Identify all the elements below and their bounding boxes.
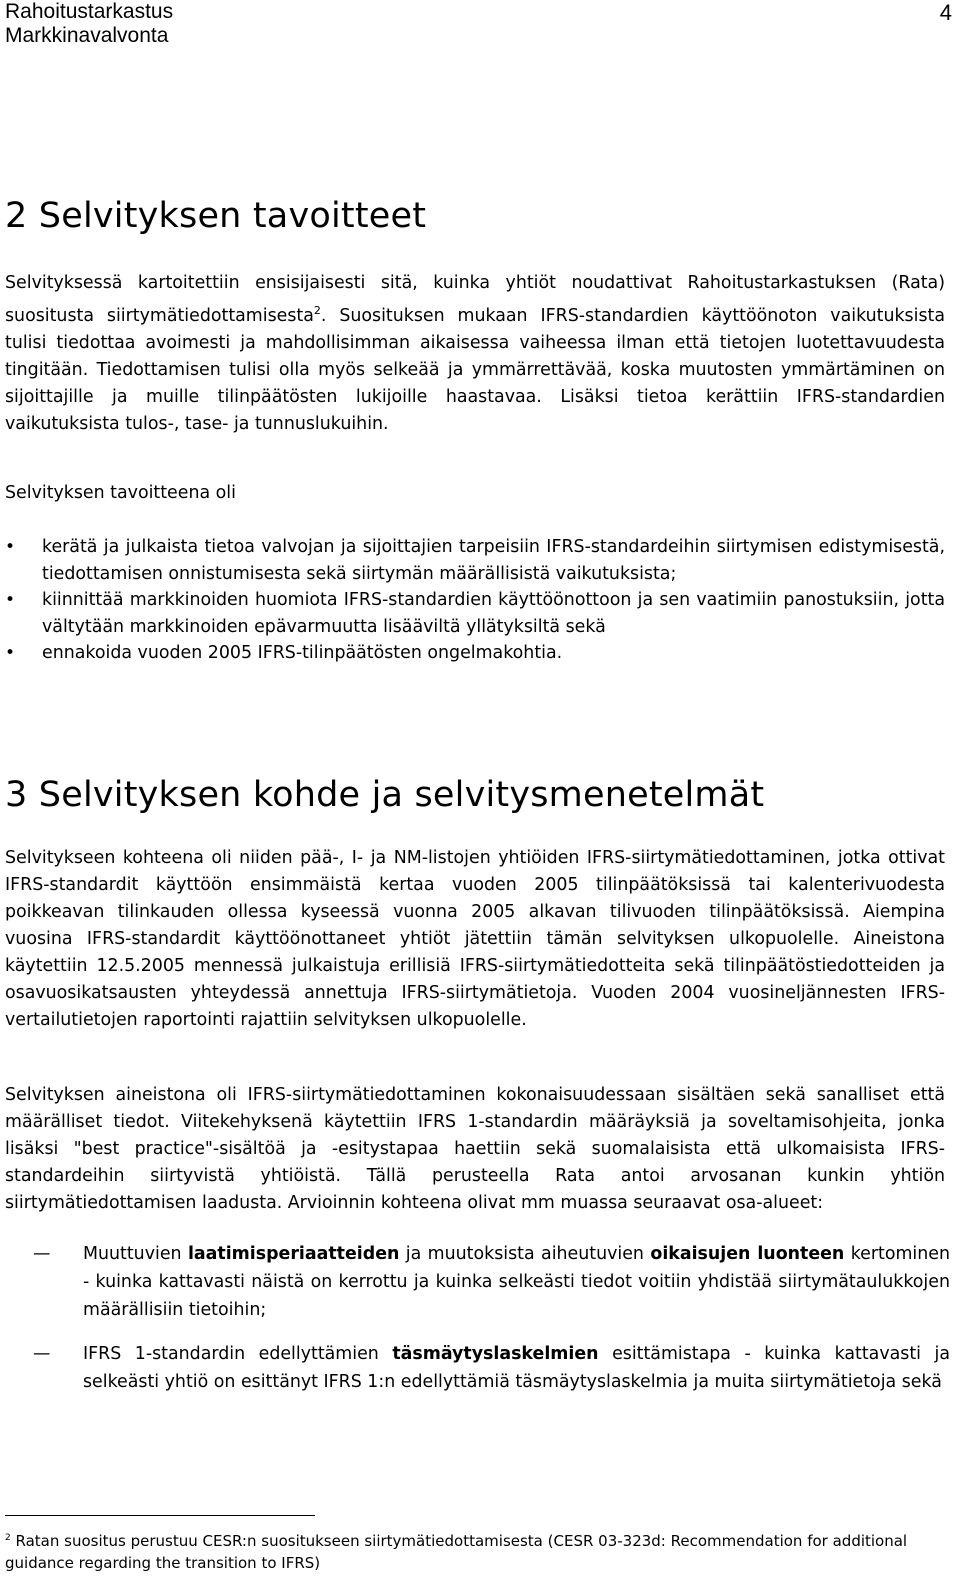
- footnote-reference: 2: [313, 304, 321, 317]
- assessment-areas-list: [5, 1240, 950, 1396]
- header-organization: Rahoitustarkastus: [5, 0, 174, 23]
- section-3-paragraph-1: Selvitykseen kohteena oli niiden pää-, I- ja NM-listojen yhtiöiden IFRS-siirtymätiedottaminen, jotka ottivat IFRS-standardit käyttöön ensimmäistä kertaa vuoden 2005 tilinpäätöksissä tai kalenterivuodesta poikkeavan tilinkauden ollessa kyseessä vuonna 2005 alkavan tilivuoden tilinpäätöksissä. Aiempina vuosina IFRS-standardit käyttöönottaneet yhtiöt jätettiin tämän selvityksen ulkopuolelle. Aineistona käytettiin 12.5.2005 mennessä julkaistuja erillisiä IFRS-siirtymätiedotteita sekä tilinpäätöstiedotteiden ja osavuosikatsausten yhteydessä annettuja IFRS-siirtymätietoja. Vuoden 2004 vuosineljännesten IFRS-vertailutietojen raportointi rajattiin selvityksen ulkopuolelle.: [5, 848, 945, 1030]
- dash-icon: —: [33, 1344, 51, 1364]
- list-item: • kerätä ja julkaista tietoa valvojan ja sijoittajien tarpeisiin IFRS-standardeihin siirtymisen edistymisestä, tiedottamisen onnistumisesta sekä siirtymän määrällisistä vaikutuksista;: [5, 534, 945, 587]
- page-number: 4: [939, 0, 952, 25]
- dash-icon: —: [33, 1244, 51, 1264]
- footnote: $^2$ Ratan suositus perustuu CESR:n suositukseen siirtymätiedottamisesta (CESR 03-323d: Recommendation for additional guidance regarding the transition to IFRS): [5, 1532, 908, 1572]
- section-2-heading: 2 Selvityksen tavoitteet: [5, 196, 427, 236]
- footnote-marker: 2: [5, 1533, 11, 1543]
- footnote-separator: [5, 1515, 315, 1516]
- section-3-paragraph-2: Selvityksen aineistona oli IFRS-siirtymätiedottaminen kokonaisuudessaan sisältäen sekä sanalliset että määrälliset tiedot. Viitekehyksenä käytettiin IFRS 1-standardin määräyksiä ja soveltamisohjeita, jonka lisäksi "best practice"-sisältöä ja -esitystapaa haettiin sekä suomalaisista että ulkomaisista IFRS-standardeihin siirtyvistä yhtiöistä. Tällä perusteella Rata antoi arvosanan kunkin yhtiön siirtymätiedottamisen laadusta. Arvioinnin kohteena olivat mm muassa seuraavat osa-alueet:: [5, 1085, 945, 1213]
- list-item: — Muuttuvien laatimisperiaatteiden ja muutoksista aiheutuvien oikaisujen luonteen kertominen - kuinka kattavasti näistä on kerrottu ja kuinka selkeästi tiedot voitiin yhdistää siirtymätaulukkojen määrällisiin tietoihin;: [5, 1240, 950, 1324]
- section-3-heading: 3 Selvityksen kohde ja selvitysmenetelmät: [5, 775, 765, 815]
- section-2-paragraph-2: Selvityksen tavoitteena oli: [5, 483, 236, 503]
- bullet-icon: •: [5, 537, 16, 557]
- list-item: • kiinnittää markkinoiden huomiota IFRS-standardien käyttöönottoon ja sen vaatimiin panostuksiin, jotta vältytään markkinoiden epävarmuutta lisääviltä yllätyksiltä sekä: [5, 587, 945, 640]
- running-header: [5, 0, 173, 48]
- list-item: — IFRS 1-standardin edellyttämien täsmäytyslaskelmien esittämistapa - kuinka kattavasti ja selkeästi yhtiö on esittänyt IFRS 1:n edellyttämiä täsmäytyslaskelmia ja muita siirtymätietoja sekä: [5, 1340, 950, 1396]
- header-department: Markkinavalvonta: [5, 24, 169, 47]
- bullet-icon: •: [5, 590, 16, 610]
- section-2-paragraph-1: Selvityksessä kartoitettiin ensisijaisesti sitä, kuinka yhtiöt noudattivat Rahoitustarkastuksen (Rata) suositusta siirtymätiedottamisesta$^2$. Suosituksen mukaan IFRS-standardien käyttöönoton vaikutuksista tulisi tiedottaa avoimesti ja mahdollisimman aikaisessa vaiheessa ilman että tietojen luotettavuudesta tingitään. Tiedottamisen tulisi olla myös selkeää ja ymmärrettävää, koska muutosten ymmärtäminen on sijoittajille ja muille tilinpäätösten lukijoille haastavaa. Lisäksi tietoa kerättiin IFRS-standardien vaikutuksista tulos-, tase- ja tunnuslukuihin.: [5, 273, 945, 434]
- bullet-icon: •: [5, 643, 16, 663]
- list-item: • ennakoida vuoden 2005 IFRS-tilinpäätösten ongelmakohtia.: [5, 640, 945, 667]
- objectives-list: [5, 534, 945, 667]
